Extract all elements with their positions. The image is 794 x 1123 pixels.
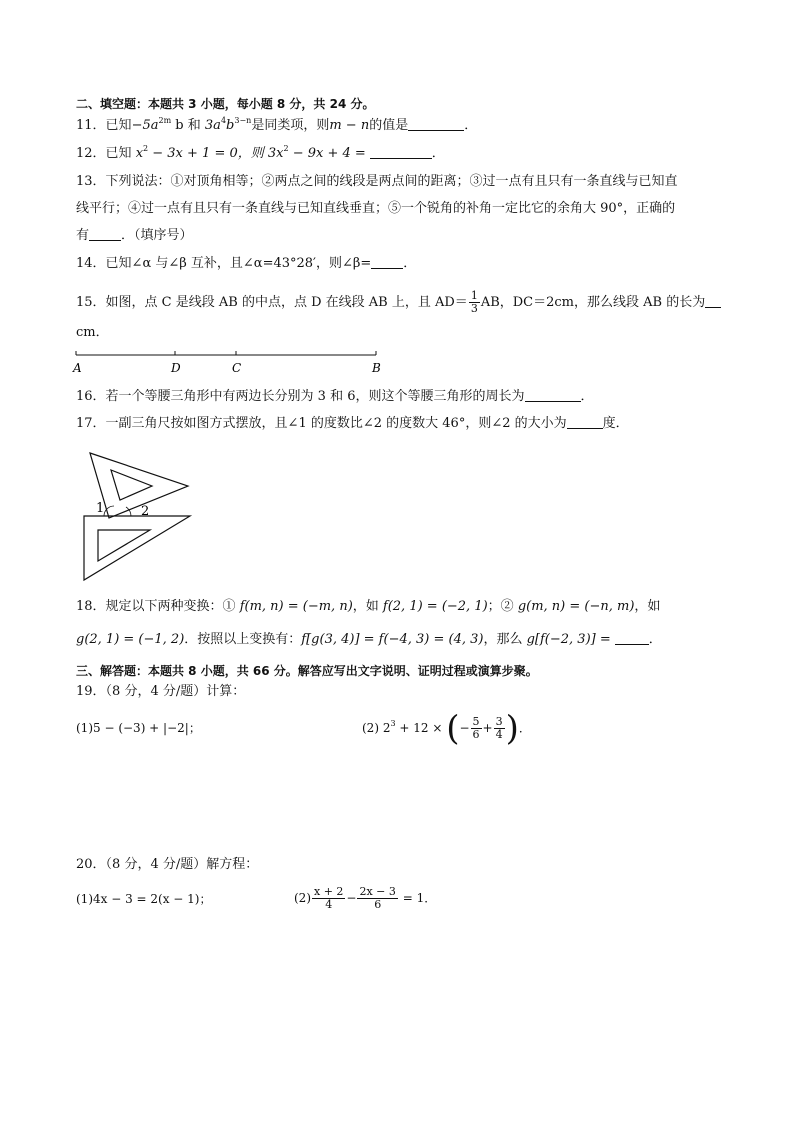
figure-15-segment [70,346,390,376]
question-number: 16． [76,389,106,404]
question-number: 14． [76,256,106,271]
upper-set-square-outer [90,453,188,518]
upper-set-square-inner [111,470,152,500]
question-15-line-2: cm． [76,325,109,340]
question-13-line-1: 13．下列说法：①对顶角相等；②两点之间的线段是两点间的距离；③过一点有且只有一条直线与已知直 [76,174,678,189]
label-c: C [232,361,242,375]
question-number: 18． [76,599,106,614]
answer-blank[interactable] [371,255,403,269]
answer-blank[interactable] [567,415,603,429]
fraction: $\frac{1}{3}$ [470,289,478,315]
question-19-part-1: (1)5 − (−3) + |−2|； [76,721,201,735]
fraction-x-plus-2-over-4: $\frac{x + 2}{4}$ [314,885,344,911]
question-13-line-2: 线平行；④过一点有且只有一条直线与已知直线垂直；⑤一个锐角的补角一定比它的余角大 90°，正确的 [76,201,676,216]
label-b: B [372,361,381,375]
question-number: 15． [76,295,106,310]
question-number: 13． [76,174,106,189]
question-17: 17．一副三角尺按如图方式摆放，且∠1 的度数比∠2 的度数大 46°，则∠2 的大小为 度． [76,416,629,431]
figure-17-set-squares [78,448,198,584]
question-number: 12． [76,146,106,161]
question-18-line-2: g(2, 1) = (−1, 2)．按照以上变换有：f[g(3, 4)] = f(−4, 3) = (4, 3)，那么 g[f(−2, 3)] = ． [76,632,662,647]
angle-1-label: 1 [96,501,105,516]
question-number: 11． [76,118,106,133]
question-20-title: 20．（8 分，4 分/题）解方程： [76,857,259,872]
question-20-part-2: (2) $\frac{x + 2}{4}$ − $\frac{2x - 3}{6}$ = 1． [294,885,437,911]
answer-blank[interactable] [615,631,649,645]
answer-blank[interactable] [89,227,121,241]
answer-blank[interactable] [408,117,464,131]
section-2-header: 二、填空题：本题共 3 小题，每小题 8 分，共 24 分。 [76,97,375,111]
fraction-3-4: $\frac{3}{4}$ [495,715,503,741]
question-19-title: 19．（8 分，4 分/题）计算： [76,684,246,699]
answer-blank[interactable] [525,388,581,402]
question-12: 12．已知 $x^2 - 3x + 1 = 0$，则 $3x^2 - 9x + 4$ = ． [76,144,445,161]
question-14: 14．已知∠α 与∠β 互补，且∠α=43°28′，则∠β= ． [76,256,417,271]
angle-2-arc [126,507,131,516]
lower-set-square-outer [84,516,190,580]
question-19-part-2: (2) $2^3 + 12$ × (− $\frac{5}{6}$ + $\frac{3}{4}$ )． [362,708,531,749]
question-15: 15．如图，点 C 是线段 AB 的中点，点 D 在线段 AB 上，且 AD＝ $\frac{1}{3}$ AB，DC＝2cm，那么线段 AB 的长为 [76,290,721,315]
question-11: 11．已知$-5a^{2m}$ b 和 $3a^4b^{3-n}$是同类项，则m − n的值是 ． [76,116,478,133]
question-13-line-3: 有 ．（填序号） [76,228,193,243]
label-d: D [171,361,181,375]
fraction-5-6: $\frac{5}{6}$ [472,715,480,741]
answer-blank[interactable] [705,294,721,308]
fraction-2x-minus-3-over-6: $\frac{2x - 3}{6}$ [359,885,396,911]
question-number: 17． [76,416,106,431]
answer-blank[interactable] [370,145,432,159]
question-20-part-1: (1)4x − 3 = 2(x − 1)； [76,892,212,906]
section-3-header: 三、解答题：本题共 8 小题，共 66 分。解答应写出文字说明、证明过程或演算步聚。 [76,664,538,678]
angle-2-label: 2 [141,504,150,519]
label-a: A [73,361,82,375]
question-18-line-1: 18．规定以下两种变换：① f(m, n) = (−m, n)，如 f(2, 1) = (−2, 1)；② g(m, n) = (−n, m)，如 [76,599,661,614]
question-16: 16．若一个等腰三角形中有两边长分别为 3 和 6，则这个等腰三角形的周长为 ． [76,389,594,404]
